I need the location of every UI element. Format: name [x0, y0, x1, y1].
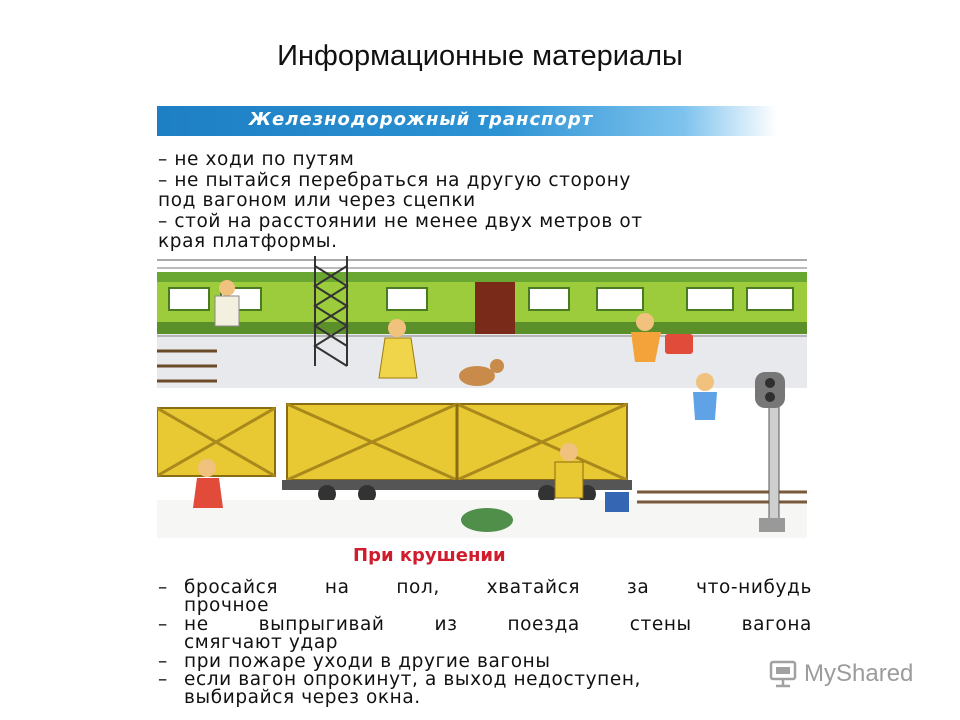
crash-rule-text: если вагон опрокинут, а выход недоступен, — [184, 669, 641, 691]
word: поезда — [507, 613, 580, 635]
crash-rule-first-line — [184, 579, 812, 597]
word: не — [184, 613, 209, 635]
crash-rule-continuation: выбирайся через окна. — [184, 687, 421, 709]
word: бросайся — [184, 577, 279, 598]
word: вагона — [741, 613, 812, 635]
word: стены — [629, 613, 692, 635]
watermark-text: MyShared — [804, 660, 914, 687]
crash-rules-list — [158, 579, 812, 708]
myshared-logo-icon — [768, 659, 798, 689]
word: из — [434, 613, 458, 635]
section-banner — [157, 106, 777, 136]
banner-title: Железнодорожный транспорт — [249, 109, 594, 130]
slide-title: Информационные материалы — [277, 40, 683, 72]
myshared-watermark — [768, 657, 913, 691]
rule-line: – не пытайся перебраться на другую сторону — [158, 169, 631, 191]
crash-rule-continuation: прочное — [184, 595, 270, 617]
word: на — [324, 577, 350, 598]
crash-rule-text: при пожаре уходи в другие вагоны — [184, 650, 551, 672]
rule-line: края платформы. — [158, 231, 338, 252]
crash-heading: При крушении — [353, 545, 506, 566]
word: выпрыгивай — [258, 613, 385, 635]
word: что-нибудь — [696, 577, 812, 598]
rule-line: – не ходи по путям — [158, 149, 355, 170]
rule-dash: – — [158, 577, 168, 598]
rule-dash: – — [158, 650, 168, 672]
word: за — [626, 577, 650, 598]
word: пол, — [396, 577, 440, 598]
rule-line: под вагоном или через сцепки — [158, 190, 476, 211]
safety-rules-list — [158, 150, 812, 253]
word: хватайся — [486, 577, 581, 598]
rule-dash: – — [158, 669, 168, 691]
rule-line: – стой на расстоянии не менее двух метров от — [158, 210, 643, 232]
railway-station-illustration — [157, 256, 807, 538]
rule-dash: – — [158, 613, 168, 635]
railway-station-illustration-icon — [157, 256, 807, 538]
crash-rule-continuation: смягчают удар — [184, 632, 339, 654]
